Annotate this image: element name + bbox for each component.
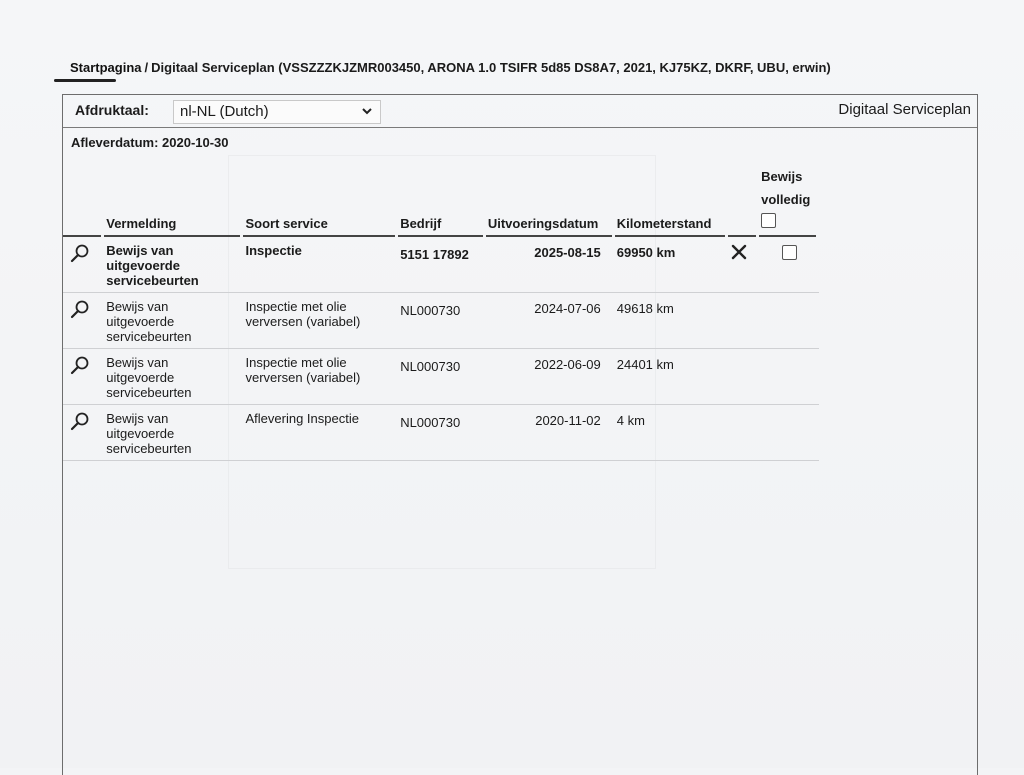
table-row bbox=[63, 349, 819, 405]
entry-line: Bewijs van bbox=[106, 299, 169, 314]
proof-cell bbox=[759, 349, 819, 405]
breadcrumb-underline bbox=[54, 79, 116, 82]
select-all-checkbox[interactable] bbox=[761, 213, 776, 228]
date-cell: 2020-11-02 bbox=[486, 405, 615, 461]
header-mileage: Kilometerstand bbox=[616, 216, 712, 231]
entry-line: Bewijs van bbox=[106, 243, 174, 258]
service-cell bbox=[243, 237, 398, 293]
print-language-value: nl-NL (Dutch) bbox=[180, 103, 269, 120]
service-line: Inspectie bbox=[245, 243, 302, 258]
view-cell bbox=[63, 349, 104, 405]
entry-cell bbox=[104, 237, 243, 293]
panel-title: Digitaal Serviceplan bbox=[838, 101, 971, 118]
print-language-label: Afdruktaal: bbox=[75, 102, 149, 118]
header-proof-complete bbox=[759, 159, 819, 235]
delete-cell bbox=[728, 293, 759, 349]
entry-cell bbox=[104, 405, 243, 461]
header-delete-column bbox=[728, 159, 759, 235]
header-proof-line2: volledig bbox=[761, 192, 811, 207]
view-cell bbox=[63, 293, 104, 349]
entry-cell bbox=[104, 349, 243, 405]
entry-line: servicebeurten bbox=[106, 273, 199, 288]
delete-cell bbox=[728, 405, 759, 461]
magnifier-icon[interactable] bbox=[69, 355, 91, 377]
delete-cell bbox=[728, 349, 759, 405]
table-row bbox=[63, 237, 819, 293]
entry-line: uitgevoerde bbox=[106, 370, 175, 385]
service-line: verversen (variabel) bbox=[245, 314, 361, 329]
breadcrumb-current: Digitaal Serviceplan (VSSZZZKJZMR003450, ARONA 1.0 TSIFR 5d85 DS8A7, 2021, KJ75KZ, DKRF, UBU, erwin) bbox=[151, 60, 831, 75]
chevron-down-icon bbox=[360, 104, 374, 118]
service-line: Inspectie met olie bbox=[245, 355, 347, 370]
mileage-cell: 4 km bbox=[615, 405, 728, 461]
header-date: Uitvoeringsdatum bbox=[487, 216, 599, 231]
print-language-select[interactable] bbox=[173, 100, 381, 124]
entry-line: servicebeurten bbox=[106, 441, 192, 456]
table-body bbox=[63, 237, 819, 461]
print-language-toolbar bbox=[63, 95, 977, 128]
mileage-cell: 49618 km bbox=[615, 293, 728, 349]
magnifier-icon[interactable] bbox=[69, 411, 91, 433]
entry-line: servicebeurten bbox=[106, 385, 192, 400]
table-header-row bbox=[63, 159, 819, 235]
service-line: Aflevering Inspectie bbox=[245, 411, 359, 426]
proof-cell bbox=[759, 293, 819, 349]
entry-line: Bewijs van bbox=[106, 411, 169, 426]
entry-line: uitgevoerde bbox=[106, 314, 175, 329]
service-cell bbox=[243, 405, 398, 461]
mileage-cell: 69950 km bbox=[615, 237, 728, 293]
breadcrumb bbox=[70, 60, 831, 75]
view-cell bbox=[63, 237, 104, 293]
service-cell bbox=[243, 349, 398, 405]
service-line: Inspectie met olie bbox=[245, 299, 347, 314]
service-plan-panel bbox=[62, 94, 978, 775]
table-row bbox=[63, 405, 819, 461]
service-history-table bbox=[63, 159, 819, 461]
entry-line: uitgevoerde bbox=[106, 258, 180, 273]
view-cell bbox=[63, 405, 104, 461]
service-cell bbox=[243, 293, 398, 349]
company-cell: NL000730 bbox=[398, 405, 486, 461]
date-cell: 2024-07-06 bbox=[486, 293, 615, 349]
breadcrumb-home-link[interactable]: Startpagina bbox=[70, 60, 142, 75]
breadcrumb-separator: / bbox=[144, 60, 149, 75]
close-icon[interactable] bbox=[730, 243, 748, 261]
table-row bbox=[63, 293, 819, 349]
entry-line: servicebeurten bbox=[106, 329, 192, 344]
entry-cell bbox=[104, 293, 243, 349]
service-line: verversen (variabel) bbox=[245, 370, 361, 385]
header-view-column bbox=[63, 159, 104, 235]
company-cell: NL000730 bbox=[398, 349, 486, 405]
date-cell: 2025-08-15 bbox=[486, 237, 615, 293]
company-cell: NL000730 bbox=[398, 293, 486, 349]
date-cell: 2022-06-09 bbox=[486, 349, 615, 405]
header-proof-line1: Bewijs bbox=[761, 169, 803, 184]
proof-cell bbox=[759, 405, 819, 461]
company-cell: 5151 17892 bbox=[398, 237, 486, 293]
mileage-cell: 24401 km bbox=[615, 349, 728, 405]
entry-line: uitgevoerde bbox=[106, 426, 175, 441]
header-entry: Vermelding bbox=[106, 216, 177, 231]
header-company: Bedrijf bbox=[400, 216, 442, 231]
magnifier-icon[interactable] bbox=[69, 243, 91, 265]
delivery-date: Afleverdatum: 2020-10-30 bbox=[71, 135, 229, 150]
header-service: Soort service bbox=[245, 216, 328, 231]
proof-cell bbox=[759, 237, 819, 293]
entry-line: Bewijs van bbox=[106, 355, 169, 370]
proof-complete-checkbox[interactable] bbox=[782, 245, 797, 260]
delete-cell bbox=[728, 237, 759, 293]
magnifier-icon[interactable] bbox=[69, 299, 91, 321]
